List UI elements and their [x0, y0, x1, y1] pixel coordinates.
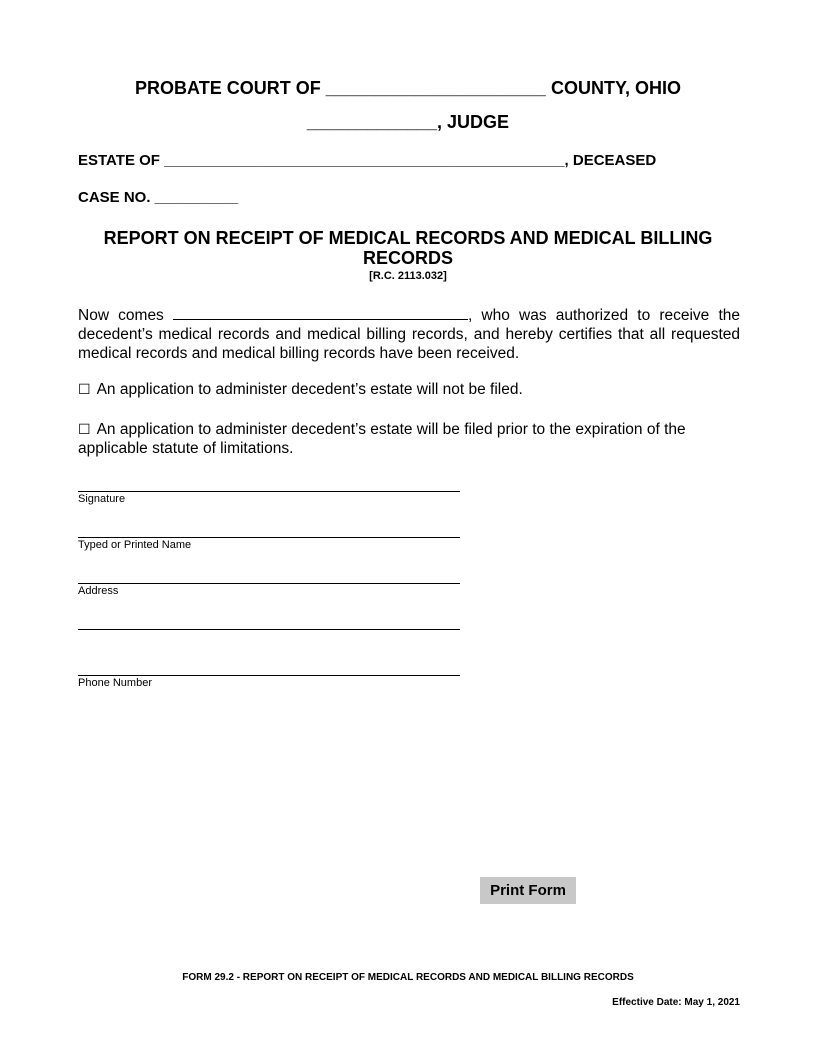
form-title: REPORT ON RECEIPT OF MEDICAL RECORDS AND MEDICAL BILLING RECORDS: [103, 228, 713, 268]
print-form-button[interactable]: Print Form: [480, 877, 576, 904]
statute-citation: [R.C. 2113.032]: [369, 270, 447, 282]
para-suffix: , who was authorized to receive the decedent’s medical records and medical billing records, and hereby certifies that all requested medical records and medical billing records have been received.: [78, 307, 740, 362]
address-field-line-2[interactable]: [78, 629, 460, 630]
authorized-person-field[interactable]: [173, 305, 468, 320]
checkbox-will-be-filed[interactable]: ☐: [78, 421, 91, 437]
signature-label: Signature: [78, 493, 126, 505]
case-number-line: CASE NO. __________: [78, 189, 239, 206]
address-field-line-1[interactable]: [78, 583, 460, 584]
estate-of-line: ESTATE OF ________________________________________________, DECEASED: [78, 152, 657, 169]
address-label: Address: [78, 585, 119, 597]
option-will-be-filed: [78, 420, 740, 458]
effective-date: Effective Date: May 1, 2021: [612, 997, 740, 1008]
footer-form-title: FORM 29.2 - REPORT ON RECEIPT OF MEDICAL RECORDS AND MEDICAL BILLING RECORDS: [182, 972, 634, 983]
option-not-filed-label: An application to administer decedent’s estate will not be filed.: [96, 381, 523, 398]
checkbox-not-filed[interactable]: ☐: [78, 381, 91, 397]
court-header: PROBATE COURT OF ______________________ COUNTY, OHIO: [135, 78, 681, 98]
certification-paragraph: [78, 305, 740, 363]
option-will-be-filed-label: An application to administer decedent’s estate will be filed prior to the expiration of the applicable statute of limitations.: [78, 421, 686, 457]
printed-name-field[interactable]: [78, 537, 460, 538]
phone-label: Phone Number: [78, 677, 152, 689]
option-not-filed: [78, 380, 740, 399]
printed-name-label: Typed or Printed Name: [78, 539, 192, 551]
signature-field[interactable]: [78, 491, 460, 492]
para-prefix: Now comes: [78, 307, 164, 324]
phone-field[interactable]: [78, 675, 460, 676]
judge-line: _____________, JUDGE: [306, 112, 510, 132]
